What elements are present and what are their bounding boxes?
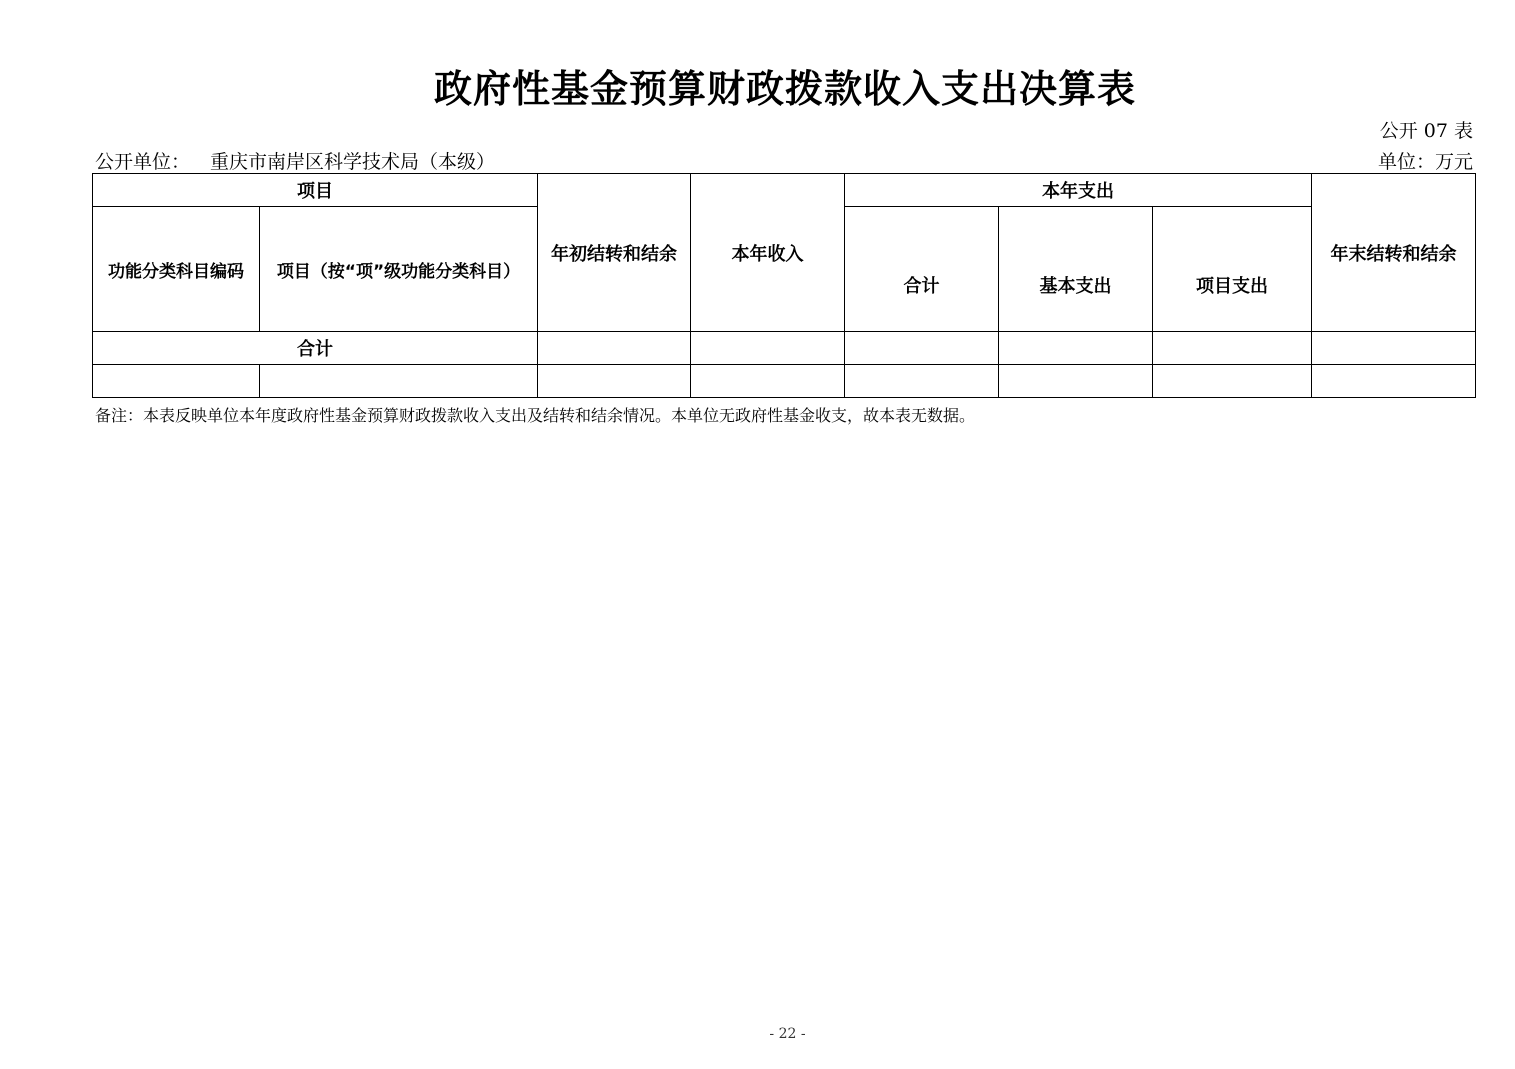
total-opening-balance [538,332,691,365]
header-opening-balance: 年初结转和结余 [538,174,691,332]
footnote: 备注：本表反映单位本年度政府性基金预算财政拨款收入支出及结转和结余情况。本单位无政府性基金收支，故本表无数据。 [95,406,976,425]
header-func-name: 项目（按“项”级功能分类科目） [260,207,538,332]
reporting-unit-name: 重庆市南岸区科学技术局（本级） [210,151,496,173]
document-title: 政府性基金预算财政拨款收入支出决算表 [433,67,1136,111]
currency-unit: 单位：万元 [1377,151,1473,173]
total-closing-balance [1312,332,1476,365]
header-row-1 [93,174,1476,207]
row-func-code [93,365,260,398]
total-income [691,332,845,365]
header-func-code: 功能分类科目编码 [93,207,260,332]
row-opening-balance [538,365,691,398]
total-exp-project [1153,332,1312,365]
row-func-name [260,365,538,398]
header-exp-basic: 基本支出 [999,207,1153,332]
total-row-label: 合计 [93,332,538,365]
page-number: - 22 - [769,1026,806,1042]
total-row [93,332,1476,365]
total-exp-total [845,332,999,365]
header-closing-balance: 年末结转和结余 [1312,174,1476,332]
table-row [93,365,1476,398]
table-number: 公开 07 表 [1379,120,1473,142]
row-exp-basic [999,365,1153,398]
total-exp-basic [999,332,1153,365]
header-expenditure: 本年支出 [845,174,1312,207]
row-exp-total [845,365,999,398]
reporting-unit-label: 公开单位： [95,151,191,173]
reporting-unit [95,147,495,174]
budget-table [92,173,1476,398]
row-income [691,365,845,398]
row-closing-balance [1312,365,1476,398]
header-project: 项目 [93,174,538,207]
row-exp-project [1153,365,1312,398]
header-exp-project: 项目支出 [1153,207,1312,332]
header-income: 本年收入 [691,174,845,332]
header-exp-total: 合计 [845,207,999,332]
